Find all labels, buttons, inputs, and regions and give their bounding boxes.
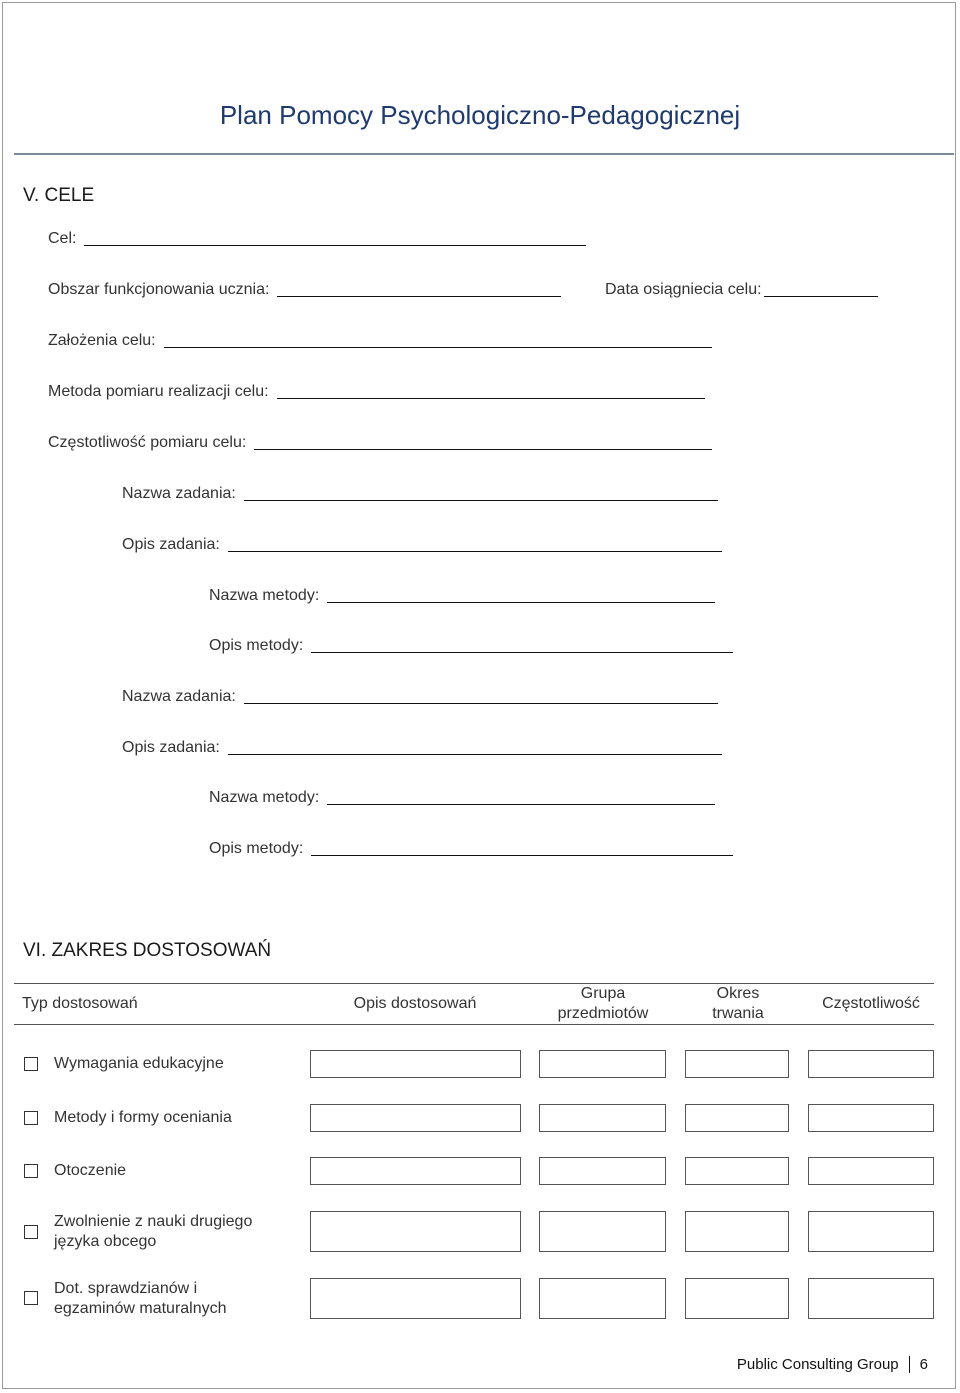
fill-line[interactable] (311, 854, 733, 856)
checkbox-sprawdziany[interactable] (24, 1291, 38, 1305)
column-header-opis: Opis dostosowań (353, 995, 477, 1012)
field-label: Nazwa zadania: (122, 485, 236, 502)
field-data-osiagniecia[interactable] (605, 281, 878, 299)
row-label-wymagania (54, 1054, 294, 1074)
field-opis-metody-1[interactable] (209, 637, 733, 655)
column-header-okres (686, 984, 790, 1024)
column-header-grupa (538, 984, 668, 1024)
field-label: Cel: (48, 230, 77, 247)
fill-line[interactable] (228, 550, 722, 552)
cell-okres[interactable] (685, 1157, 789, 1185)
row-label-line: Zwolnienie z nauki drugiego (54, 1213, 253, 1230)
checkbox-zwolnienie[interactable] (24, 1225, 38, 1239)
row-label-line: Wymagania edukacyjne (54, 1055, 224, 1072)
field-nazwa-zadania-2[interactable] (122, 688, 718, 706)
checkbox-wymagania[interactable] (24, 1057, 38, 1071)
column-header-line: trwania (712, 1005, 764, 1022)
title-divider (14, 153, 954, 155)
cell-czestotliwosc[interactable] (808, 1104, 934, 1132)
cell-okres[interactable] (685, 1050, 789, 1078)
fill-line[interactable] (311, 651, 733, 653)
row-label-line: egzaminów maturalnych (54, 1300, 227, 1317)
field-label: Opis metody: (209, 637, 304, 654)
field-czestotliwosc-pomiaru[interactable] (48, 434, 712, 452)
cell-opis[interactable] (310, 1278, 521, 1319)
document-title: Plan Pomocy Psychologiczno-Pedagogicznej (219, 100, 741, 130)
field-label: Nazwa metody: (209, 587, 320, 604)
cell-okres[interactable] (685, 1104, 789, 1132)
row-label-line: Otoczenie (54, 1162, 127, 1179)
fill-line[interactable] (164, 346, 712, 348)
cell-okres[interactable] (685, 1211, 789, 1252)
table-top-rule (14, 983, 934, 984)
column-header-line: Grupa (580, 985, 626, 1002)
section-v-heading: V. CELE (23, 185, 95, 206)
field-label: Data osiągniecia celu: (605, 281, 762, 298)
checkbox-metody-oceniania[interactable] (24, 1111, 38, 1125)
cell-czestotliwosc[interactable] (808, 1157, 934, 1185)
fill-line[interactable] (327, 601, 715, 603)
cell-opis[interactable] (310, 1157, 521, 1185)
row-label-line: Dot. sprawdzianów i (54, 1280, 198, 1297)
row-label-otoczenie (54, 1161, 294, 1181)
cell-opis[interactable] (310, 1050, 521, 1078)
field-nazwa-zadania-1[interactable] (122, 485, 718, 503)
column-header-czestotliwosc: Częstotliwość (822, 995, 920, 1012)
field-label: Metoda pomiaru realizacji celu: (48, 383, 269, 400)
fill-line[interactable] (764, 295, 878, 297)
table-header-rule (14, 1024, 934, 1025)
cell-opis[interactable] (310, 1211, 521, 1252)
cell-czestotliwosc[interactable] (808, 1050, 934, 1078)
fill-line[interactable] (228, 753, 722, 755)
row-label-line: języka obcego (54, 1233, 157, 1250)
field-label: Nazwa metody: (209, 789, 320, 806)
checkbox-otoczenie[interactable] (24, 1164, 38, 1178)
row-label-line: Metody i formy oceniania (54, 1109, 232, 1126)
cell-grupa[interactable] (539, 1050, 666, 1078)
field-label: Nazwa zadania: (122, 688, 236, 705)
cell-grupa[interactable] (539, 1278, 666, 1319)
fill-line[interactable] (244, 499, 718, 501)
fill-line[interactable] (277, 295, 561, 297)
field-label: Częstotliwość pomiaru celu: (48, 434, 247, 451)
field-label: Opis metody: (209, 840, 304, 857)
page-footer (737, 1356, 928, 1373)
row-label-zwolnienie (54, 1212, 294, 1252)
field-zalozenia[interactable] (48, 332, 712, 350)
field-opis-zadania-2[interactable] (122, 739, 722, 757)
field-nazwa-metody-1[interactable] (209, 587, 715, 605)
cell-czestotliwosc[interactable] (808, 1278, 934, 1319)
cell-czestotliwosc[interactable] (808, 1211, 934, 1252)
field-nazwa-metody-2[interactable] (209, 789, 715, 807)
field-cel[interactable] (48, 230, 586, 248)
fill-line[interactable] (327, 803, 715, 805)
row-label-sprawdziany (54, 1279, 294, 1319)
column-header-line: przedmiotów (557, 1005, 649, 1022)
field-opis-metody-2[interactable] (209, 840, 733, 858)
field-opis-zadania-1[interactable] (122, 536, 722, 554)
column-header-line: Okres (716, 985, 760, 1002)
cell-opis[interactable] (310, 1104, 521, 1132)
row-label-metody-oceniania (54, 1108, 294, 1128)
fill-line[interactable] (254, 448, 712, 450)
cell-grupa[interactable] (539, 1211, 666, 1252)
field-label: Założenia celu: (48, 332, 156, 349)
fill-line[interactable] (244, 702, 718, 704)
cell-grupa[interactable] (539, 1157, 666, 1185)
field-label: Opis zadania: (122, 739, 220, 756)
footer-company: Public Consulting Group (736, 1356, 899, 1373)
field-obszar[interactable] (48, 281, 561, 299)
fill-line[interactable] (84, 244, 586, 246)
field-label: Obszar funkcjonowania ucznia: (48, 281, 270, 298)
cell-grupa[interactable] (539, 1104, 666, 1132)
cell-okres[interactable] (685, 1278, 789, 1319)
footer-page-number: 6 (919, 1356, 928, 1373)
field-metoda-pomiaru[interactable] (48, 383, 705, 401)
footer-separator (909, 1356, 910, 1373)
column-header-typ: Typ dostosowań (22, 995, 138, 1012)
section-vi-heading: VI. ZAKRES DOSTOSOWAŃ (23, 940, 272, 961)
fill-line[interactable] (277, 397, 705, 399)
field-label: Opis zadania: (122, 536, 220, 553)
